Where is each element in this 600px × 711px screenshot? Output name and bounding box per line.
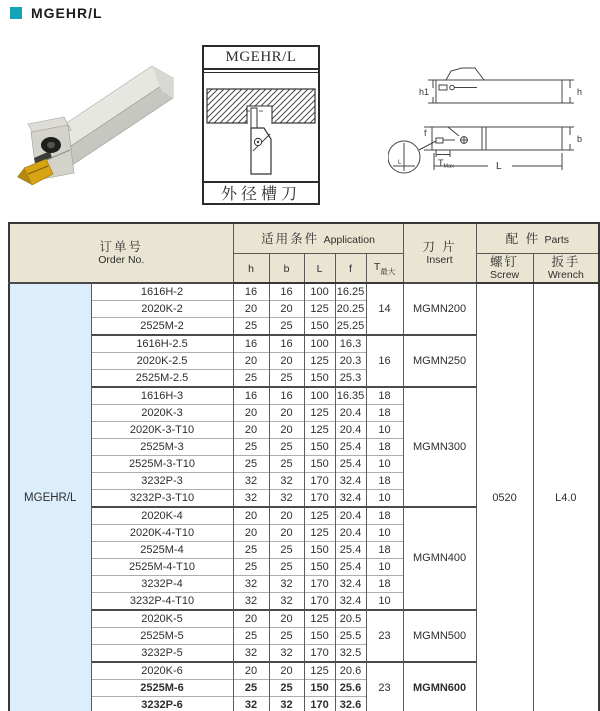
h-cell: 20	[233, 421, 269, 438]
f-cell: 25.4	[335, 438, 366, 455]
order-no-cell: 2020K-6	[91, 662, 233, 680]
order-no-cell: 2525M-3	[91, 438, 233, 455]
f-cell: 25.4	[335, 455, 366, 472]
order-no-cell: 2525M-2.5	[91, 369, 233, 387]
col-header-application: 适用条件 Application	[233, 223, 403, 253]
b-cell: 32	[269, 592, 304, 610]
diagram-caption: 外径槽刀	[204, 181, 318, 207]
col-header-screw: 螺钉 Screw	[476, 253, 533, 283]
tmax-cell: 18	[366, 472, 403, 489]
b-cell: 25	[269, 438, 304, 455]
L-cell: 170	[304, 592, 335, 610]
tmax-cell: 18	[366, 575, 403, 592]
b-cell: 32	[269, 696, 304, 711]
f-cell: 20.4	[335, 421, 366, 438]
b-cell: 20	[269, 524, 304, 541]
order-no-cell: 2525M-6	[91, 679, 233, 696]
L-cell: 150	[304, 558, 335, 575]
f-cell: 25.4	[335, 541, 366, 558]
f-cell: 20.4	[335, 404, 366, 421]
insert-cell: MGMN200	[403, 283, 476, 335]
h-cell: 25	[233, 455, 269, 472]
tmax-cell: 10	[366, 455, 403, 472]
dim-label-tmax: TMax	[438, 158, 454, 170]
f-cell: 25.25	[335, 317, 366, 335]
h-cell: 20	[233, 524, 269, 541]
h-cell: 32	[233, 489, 269, 507]
b-cell: 25	[269, 627, 304, 644]
tmax-cell: 18	[366, 438, 403, 455]
b-cell: 20	[269, 404, 304, 421]
h-cell: 25	[233, 317, 269, 335]
b-cell: 20	[269, 300, 304, 317]
tmax-cell: 18	[366, 507, 403, 525]
h-cell: 20	[233, 662, 269, 680]
f-cell: 20.6	[335, 662, 366, 680]
tmax-cell: 10	[366, 524, 403, 541]
b-cell: 32	[269, 644, 304, 662]
tmax-cell: 14	[366, 283, 403, 335]
spec-table-body	[9, 283, 599, 711]
tmax-cell: 10	[366, 421, 403, 438]
h-cell: 25	[233, 438, 269, 455]
order-no-cell: 2525M-5	[91, 627, 233, 644]
order-no-cell: 2525M-4	[91, 541, 233, 558]
spec-table	[8, 222, 600, 711]
series-label-cell: MGEHR/L	[9, 283, 91, 711]
dim-label-f: f	[424, 128, 427, 138]
product-photo	[10, 46, 196, 210]
detail-label-l: L	[398, 160, 402, 166]
f-cell: 20.4	[335, 524, 366, 541]
b-cell: 25	[269, 679, 304, 696]
h-cell: 16	[233, 387, 269, 405]
h-cell: 25	[233, 558, 269, 575]
dimension-drawing-svg	[388, 54, 600, 202]
L-cell: 170	[304, 489, 335, 507]
order-no-cell: 2020K-2.5	[91, 352, 233, 369]
h-cell: 20	[233, 507, 269, 525]
L-cell: 125	[304, 300, 335, 317]
order-no-cell: 3232P-4-T10	[91, 592, 233, 610]
h-cell: 32	[233, 472, 269, 489]
order-no-cell: 2020K-4-T10	[91, 524, 233, 541]
L-cell: 100	[304, 335, 335, 353]
f-cell: 32.4	[335, 472, 366, 489]
L-cell: 150	[304, 541, 335, 558]
h-cell: 20	[233, 610, 269, 628]
L-cell: 125	[304, 507, 335, 525]
dimension-drawings	[388, 54, 600, 202]
col-header-b: b	[269, 253, 304, 283]
b-cell: 16	[269, 387, 304, 405]
dim-label-L: L	[496, 161, 502, 172]
tmax-cell: 10	[366, 592, 403, 610]
order-no-cell: 2525M-4-T10	[91, 558, 233, 575]
L-cell: 150	[304, 679, 335, 696]
b-cell: 25	[269, 558, 304, 575]
h-cell: 25	[233, 679, 269, 696]
L-cell: 125	[304, 610, 335, 628]
insert-cell: MGMN600	[403, 662, 476, 711]
h-cell: 16	[233, 283, 269, 301]
L-cell: 150	[304, 369, 335, 387]
b-cell: 25	[269, 369, 304, 387]
f-cell: 32.6	[335, 696, 366, 711]
diagram-canvas	[204, 72, 318, 181]
f-cell: 25.4	[335, 558, 366, 575]
order-no-cell: 2020K-2	[91, 300, 233, 317]
header-row-1	[9, 223, 599, 253]
f-cell: 32.4	[335, 592, 366, 610]
L-cell: 150	[304, 627, 335, 644]
h-cell: 32	[233, 644, 269, 662]
b-cell: 20	[269, 610, 304, 628]
application-diagram	[202, 45, 320, 205]
tmax-cell: 18	[366, 387, 403, 405]
f-cell: 32.5	[335, 644, 366, 662]
grooving-operation-sketch	[204, 73, 318, 181]
L-cell: 125	[304, 404, 335, 421]
L-cell: 125	[304, 662, 335, 680]
b-cell: 32	[269, 489, 304, 507]
tmax-cell: 10	[366, 489, 403, 507]
f-cell: 25.5	[335, 627, 366, 644]
order-no-cell: 2020K-4	[91, 507, 233, 525]
f-cell: 20.4	[335, 507, 366, 525]
insert-cell: MGMN500	[403, 610, 476, 662]
dim-label-h1: h1	[419, 87, 430, 97]
table-row	[9, 283, 599, 301]
tmax-cell: 23	[366, 610, 403, 662]
L-cell: 100	[304, 283, 335, 301]
f-cell: 20.25	[335, 300, 366, 317]
f-cell: 16.3	[335, 335, 366, 353]
wrench-cell: L4.0	[533, 283, 599, 711]
L-cell: 170	[304, 644, 335, 662]
f-cell: 25.6	[335, 679, 366, 696]
col-header-L: L	[304, 253, 335, 283]
tmax-cell: 18	[366, 541, 403, 558]
L-cell: 170	[304, 472, 335, 489]
b-cell: 16	[269, 335, 304, 353]
b-cell: 32	[269, 575, 304, 592]
b-cell: 25	[269, 317, 304, 335]
h-cell: 32	[233, 575, 269, 592]
f-cell: 16.35	[335, 387, 366, 405]
L-cell: 170	[304, 696, 335, 711]
f-cell: 20.5	[335, 610, 366, 628]
page-title: MGEHR/L	[31, 5, 103, 21]
col-header-f: f	[335, 253, 366, 283]
h-cell: 20	[233, 404, 269, 421]
L-cell: 150	[304, 438, 335, 455]
h-cell: 32	[233, 592, 269, 610]
page-heading	[10, 5, 103, 21]
b-cell: 20	[269, 352, 304, 369]
h-cell: 25	[233, 369, 269, 387]
h-cell: 25	[233, 627, 269, 644]
b-cell: 20	[269, 421, 304, 438]
h-cell: 32	[233, 696, 269, 711]
f-cell: 32.4	[335, 575, 366, 592]
insert-cell: MGMN400	[403, 507, 476, 610]
b-cell: 25	[269, 455, 304, 472]
col-header-tmax: $T_{最大}$	[366, 253, 403, 283]
L-cell: 100	[304, 387, 335, 405]
b-cell: 25	[269, 541, 304, 558]
dim-label-b: b	[577, 134, 583, 144]
order-no-cell: 2525M-3-T10	[91, 455, 233, 472]
h-cell: 25	[233, 541, 269, 558]
col-header-parts: 配 件 Parts	[476, 223, 599, 253]
order-no-cell: 3232P-5	[91, 644, 233, 662]
L-cell: 125	[304, 421, 335, 438]
order-no-cell: 2525M-2	[91, 317, 233, 335]
L-cell: 170	[304, 575, 335, 592]
order-no-cell: 3232P-4	[91, 575, 233, 592]
f-cell: 32.4	[335, 489, 366, 507]
screw-cell: 0520	[476, 283, 533, 711]
section-marker-icon	[10, 7, 22, 19]
h-cell: 16	[233, 335, 269, 353]
L-cell: 125	[304, 352, 335, 369]
col-header-insert: 刀 片 Insert	[403, 223, 476, 283]
order-no-cell: 2020K-3	[91, 404, 233, 421]
tool-holder-photo-illustration	[10, 46, 196, 210]
col-header-order-no: 订单号 Order No.	[9, 223, 233, 283]
order-no-cell: 3232P-3	[91, 472, 233, 489]
order-no-cell: 3232P-3-T10	[91, 489, 233, 507]
order-no-cell: 3232P-6	[91, 696, 233, 711]
h-cell: 20	[233, 352, 269, 369]
L-cell: 150	[304, 455, 335, 472]
b-cell: 32	[269, 472, 304, 489]
f-cell: 20.3	[335, 352, 366, 369]
b-cell: 16	[269, 283, 304, 301]
insert-cell: MGMN300	[403, 387, 476, 507]
insert-cell: MGMN250	[403, 335, 476, 387]
tmax-cell: 18	[366, 404, 403, 421]
col-header-h: h	[233, 253, 269, 283]
b-cell: 20	[269, 507, 304, 525]
f-cell: 16.25	[335, 283, 366, 301]
tmax-cell: 23	[366, 662, 403, 711]
order-no-cell: 1616H-2.5	[91, 335, 233, 353]
f-cell: 25.3	[335, 369, 366, 387]
order-no-cell: 1616H-2	[91, 283, 233, 301]
b-cell: 20	[269, 662, 304, 680]
L-cell: 125	[304, 524, 335, 541]
order-no-cell: 1616H-3	[91, 387, 233, 405]
h-cell: 20	[233, 300, 269, 317]
order-no-cell: 2020K-3-T10	[91, 421, 233, 438]
dim-label-h: h	[577, 87, 583, 97]
tmax-cell: 10	[366, 558, 403, 575]
L-cell: 150	[304, 317, 335, 335]
diagram-title: MGEHR/L	[204, 47, 318, 70]
tmax-cell: 16	[366, 335, 403, 387]
order-no-cell: 2020K-5	[91, 610, 233, 628]
col-header-wrench: 扳手 Wrench	[533, 253, 599, 283]
